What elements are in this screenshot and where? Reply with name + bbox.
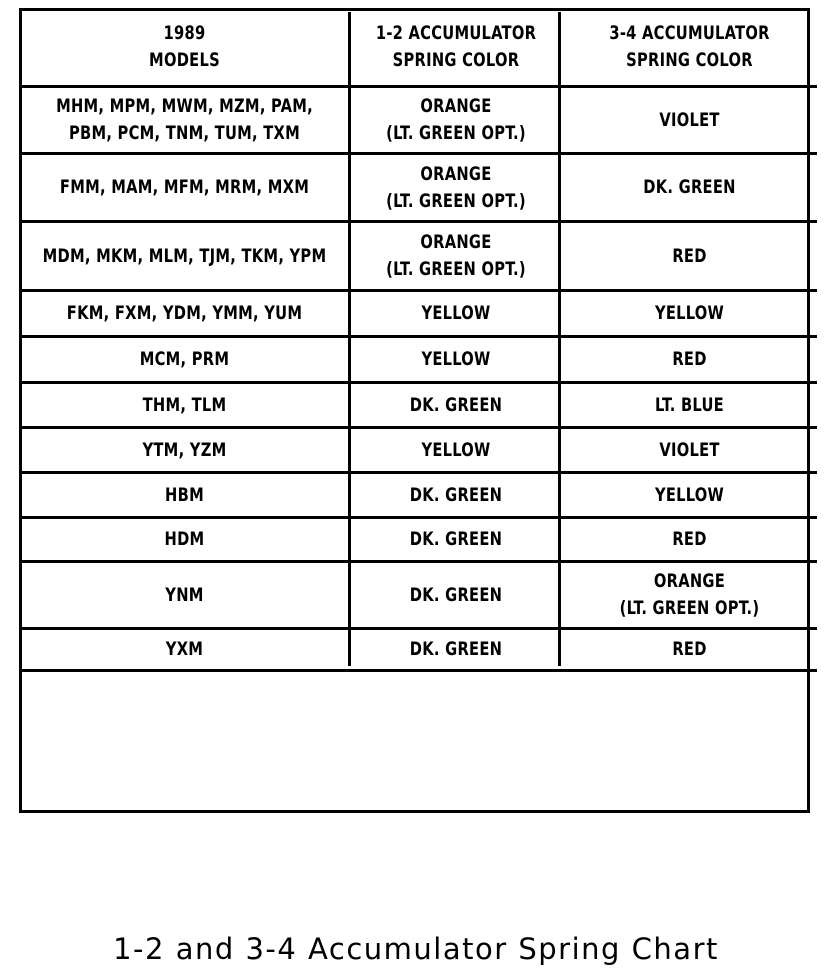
table-row <box>19 155 817 223</box>
table-row <box>19 630 817 672</box>
table-row <box>19 429 817 474</box>
spring-3-4-cell: DK. GREEN <box>643 176 736 198</box>
header-3-4-spring-color: 3-4 ACCUMULATOR SPRING COLOR <box>609 21 770 71</box>
spring-1-2-cell: DK. GREEN <box>409 483 503 506</box>
column-divider <box>348 12 351 666</box>
models-cell: MCM, PRM <box>139 348 230 370</box>
table-row <box>19 384 817 429</box>
spring-3-4-cell: YELLOW <box>654 483 725 506</box>
column-divider <box>558 12 561 666</box>
header-models: 1989 MODELS <box>149 21 220 71</box>
spring-3-4-cell: RED <box>672 638 707 660</box>
spring-3-4-cell: VIOLET <box>659 108 720 131</box>
spring-1-2-cell: ORANGE (LT. GREEN OPT.) <box>386 231 526 280</box>
spring-3-4-cell: VIOLET <box>659 438 720 461</box>
spring-1-2-cell: ORANGE (LT. GREEN OPT.) <box>386 162 526 212</box>
spring-1-2-cell: YELLOW <box>421 438 491 461</box>
spring-3-4-cell: YELLOW <box>654 302 725 324</box>
table-row <box>19 88 817 155</box>
spring-1-2-cell: DK. GREEN <box>409 528 503 550</box>
spring-3-4-cell: RED <box>672 348 707 370</box>
table-row <box>19 223 817 292</box>
models-cell: MDM, MKM, MLM, TJM, TKM, YPM <box>42 244 327 267</box>
models-cell: FKM, FXM, YDM, YMM, YUM <box>66 302 303 324</box>
models-cell: FMM, MAM, MFM, MRM, MXM <box>59 176 310 198</box>
models-cell: HBM <box>165 483 204 506</box>
spring-1-2-cell: DK. GREEN <box>409 583 503 606</box>
table-row <box>19 292 817 338</box>
spring-3-4-cell: RED <box>672 244 707 267</box>
models-cell: MHM, MPM, MWM, MZM, PAM, PBM, PCM, TNM, TUM, TXM <box>56 95 313 144</box>
table-header-row <box>19 8 817 88</box>
spring-3-4-cell: RED <box>672 528 707 550</box>
spring-3-4-cell: LT. BLUE <box>655 393 724 416</box>
chart-caption: 1-2 and 3-4 Accumulator Spring Chart <box>113 932 719 966</box>
spring-1-2-cell: ORANGE (LT. GREEN OPT.) <box>386 95 526 144</box>
spring-1-2-cell: YELLOW <box>421 348 491 370</box>
spring-1-2-cell: DK. GREEN <box>409 638 503 660</box>
models-cell: YNM <box>165 583 204 606</box>
models-cell: HDM <box>164 528 205 550</box>
accumulator-spring-table <box>19 8 817 672</box>
spring-1-2-cell: YELLOW <box>421 302 491 324</box>
spring-1-2-cell: DK. GREEN <box>409 393 503 416</box>
table-row <box>19 563 817 630</box>
table-row <box>19 519 817 563</box>
header-1-2-spring-color: 1-2 ACCUMULATOR SPRING COLOR <box>375 21 537 71</box>
table-row <box>19 338 817 384</box>
models-cell: YXM <box>165 638 204 660</box>
spring-3-4-cell: ORANGE (LT. GREEN OPT.) <box>619 570 760 619</box>
models-cell: THM, TLM <box>142 393 227 416</box>
models-cell: YTM, YZM <box>142 438 227 461</box>
table-row <box>19 474 817 519</box>
